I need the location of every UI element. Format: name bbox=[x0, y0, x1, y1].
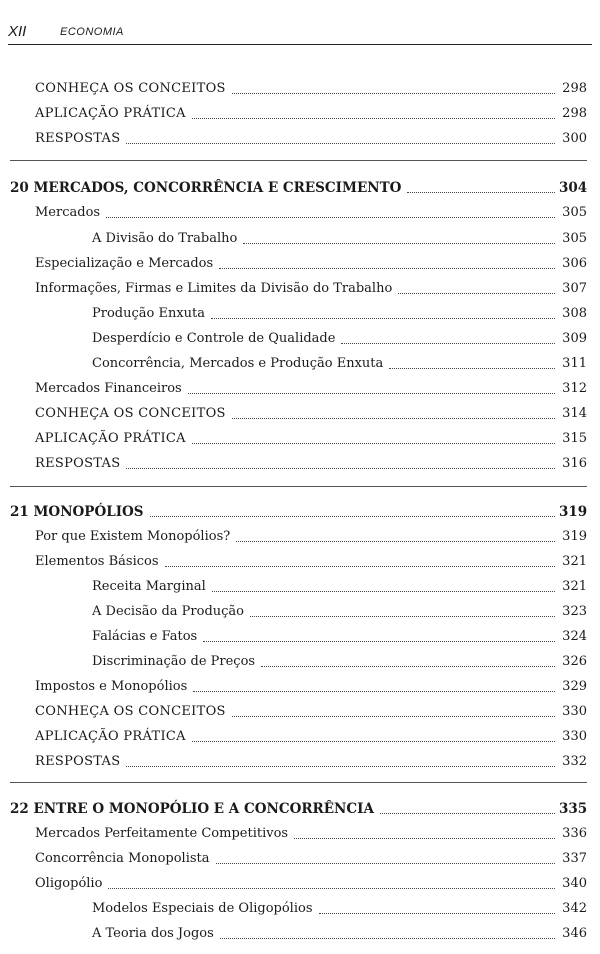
toc-entry[interactable] bbox=[0, 80, 600, 98]
toc-entry-label: Receita Marginal bbox=[92, 579, 206, 594]
toc-entry-page-number: 298 bbox=[562, 106, 587, 121]
dot-leader bbox=[211, 317, 555, 319]
toc-entry-label: Produção Enxuta bbox=[92, 306, 206, 321]
dot-leader bbox=[319, 912, 556, 914]
dot-leader bbox=[126, 142, 555, 144]
toc-entry-label: 20 MERCADOS, CONCORRÊNCIA E CRESCIMENTO bbox=[10, 180, 402, 196]
toc-entry-page-number: 319 bbox=[562, 529, 587, 544]
dot-leader bbox=[192, 442, 555, 444]
dot-leader bbox=[398, 292, 555, 294]
toc-entry-page-number: 315 bbox=[562, 431, 587, 446]
dot-leader bbox=[232, 417, 555, 419]
toc-entry-page-number: 298 bbox=[562, 81, 587, 96]
dot-leader bbox=[380, 812, 555, 814]
toc-entry[interactable] bbox=[0, 105, 600, 123]
toc-entry-label: Mercados bbox=[35, 205, 101, 220]
toc-entry-page-number: 321 bbox=[562, 579, 587, 594]
toc-entry[interactable] bbox=[0, 405, 600, 423]
toc-entry-label: CONHEÇA OS CONCEITOS bbox=[35, 81, 226, 96]
dot-leader bbox=[126, 765, 555, 767]
toc-entry[interactable] bbox=[0, 578, 600, 596]
dot-leader bbox=[232, 92, 555, 94]
toc-entry-page-number: 346 bbox=[562, 926, 587, 941]
toc-entry-page-number: 306 bbox=[562, 256, 587, 271]
toc-entry-page-number: 304 bbox=[559, 180, 588, 196]
dot-leader bbox=[261, 665, 555, 667]
dot-leader bbox=[219, 267, 555, 269]
toc-entry[interactable] bbox=[0, 430, 600, 448]
toc-entry[interactable] bbox=[0, 204, 600, 222]
toc-chapter-entry[interactable] bbox=[0, 179, 600, 197]
toc-entry-label: Concorrência, Mercados e Produção Enxuta bbox=[92, 356, 384, 371]
dot-leader bbox=[236, 540, 555, 542]
toc-entry[interactable] bbox=[0, 280, 600, 298]
toc-entry-page-number: 305 bbox=[562, 231, 587, 246]
dot-leader bbox=[106, 216, 555, 218]
dot-leader bbox=[220, 937, 555, 939]
toc-entry-label: A Teoria dos Jogos bbox=[92, 926, 214, 941]
dot-leader bbox=[341, 342, 555, 344]
toc-entry-page-number: 330 bbox=[562, 704, 587, 719]
toc-entry[interactable] bbox=[0, 628, 600, 646]
toc-entry[interactable] bbox=[0, 330, 600, 348]
toc-entry-page-number: 336 bbox=[562, 826, 587, 841]
toc-entry-label: Desperdício e Controle de Qualidade bbox=[92, 331, 336, 346]
toc-entry[interactable] bbox=[0, 900, 600, 918]
toc-entry-label: Por que Existem Monopólios? bbox=[35, 529, 231, 544]
dot-leader bbox=[193, 690, 555, 692]
toc-entry-page-number: 309 bbox=[562, 331, 587, 346]
toc-entry-label: Concorrência Monopolista bbox=[35, 851, 210, 866]
section-divider bbox=[10, 782, 587, 783]
header-running-title: ECONOMIA bbox=[60, 26, 124, 38]
toc-entry-label: Mercados Perfeitamente Competitivos bbox=[35, 826, 289, 841]
toc-entry[interactable] bbox=[0, 678, 600, 696]
toc-entry-page-number: 300 bbox=[562, 131, 587, 146]
dot-leader bbox=[165, 565, 556, 567]
toc-chapter-entry[interactable] bbox=[0, 503, 600, 521]
toc-entry-page-number: 332 bbox=[562, 754, 587, 769]
toc-entry-label: Falácias e Fatos bbox=[92, 629, 198, 644]
toc-entry[interactable] bbox=[0, 305, 600, 323]
toc-entry[interactable] bbox=[0, 380, 600, 398]
toc-entry-label: A Divisão do Trabalho bbox=[92, 231, 238, 246]
toc-entry[interactable] bbox=[0, 850, 600, 868]
toc-entry-page-number: 312 bbox=[562, 381, 587, 396]
toc-entry-page-number: 319 bbox=[559, 504, 588, 520]
toc-entry[interactable] bbox=[0, 130, 600, 148]
toc-entry-label: APLICAÇÃO PRÁTICA bbox=[35, 106, 186, 121]
dot-leader bbox=[232, 715, 555, 717]
toc-entry[interactable] bbox=[0, 703, 600, 721]
dot-leader bbox=[212, 590, 555, 592]
toc-entry[interactable] bbox=[0, 230, 600, 248]
toc-entry[interactable] bbox=[0, 553, 600, 571]
toc-entry-label: 21 MONOPÓLIOS bbox=[10, 504, 144, 520]
toc-entry-label: Informações, Firmas e Limites da Divisão do Trabalho bbox=[35, 281, 393, 296]
dot-leader bbox=[108, 887, 555, 889]
toc-entry-page-number: 308 bbox=[562, 306, 587, 321]
dot-leader bbox=[203, 640, 555, 642]
toc-entry-label: RESPOSTAS bbox=[35, 456, 121, 471]
toc-entry-page-number: 335 bbox=[559, 801, 588, 817]
toc-entry-label: Modelos Especiais de Oligopólios bbox=[92, 901, 313, 916]
dot-leader bbox=[188, 392, 555, 394]
toc-entry-label: A Decisão da Produção bbox=[92, 604, 245, 619]
toc-entry[interactable] bbox=[0, 753, 600, 771]
toc-entry-label: RESPOSTAS bbox=[35, 131, 121, 146]
toc-entry-label: RESPOSTAS bbox=[35, 754, 121, 769]
dot-leader bbox=[150, 515, 555, 517]
toc-entry-page-number: 342 bbox=[562, 901, 587, 916]
dot-leader bbox=[126, 467, 555, 469]
toc-entry-label: CONHEÇA OS CONCEITOS bbox=[35, 704, 226, 719]
dot-leader bbox=[192, 740, 555, 742]
toc-entry-label: 22 ENTRE O MONOPÓLIO E A CONCORRÊNCIA bbox=[10, 801, 374, 817]
toc-entry-label: Impostos e Monopólios bbox=[35, 679, 188, 694]
toc-entry[interactable] bbox=[0, 255, 600, 273]
section-divider bbox=[10, 160, 587, 161]
dot-leader bbox=[192, 117, 555, 119]
toc-entry[interactable] bbox=[0, 875, 600, 893]
toc-entry-page-number: 323 bbox=[562, 604, 587, 619]
toc-entry-page-number: 311 bbox=[562, 356, 587, 371]
toc-entry-page-number: 337 bbox=[562, 851, 587, 866]
toc-chapter-entry[interactable] bbox=[0, 800, 600, 818]
dot-leader bbox=[243, 242, 555, 244]
toc-entry-page-number: 305 bbox=[562, 205, 587, 220]
dot-leader bbox=[250, 615, 555, 617]
toc-entry-page-number: 307 bbox=[562, 281, 587, 296]
toc-entry-label: APLICAÇÃO PRÁTICA bbox=[35, 729, 186, 744]
header-page-number: XII bbox=[8, 23, 27, 40]
toc-entry[interactable] bbox=[0, 728, 600, 746]
dot-leader bbox=[389, 367, 555, 369]
toc-entry-label: Oligopólio bbox=[35, 876, 103, 891]
toc-entry[interactable] bbox=[0, 825, 600, 843]
toc-entry-page-number: 329 bbox=[562, 679, 587, 694]
toc-entry-page-number: 326 bbox=[562, 654, 587, 669]
toc-entry[interactable] bbox=[0, 455, 600, 473]
toc-entry-label: APLICAÇÃO PRÁTICA bbox=[35, 431, 186, 446]
dot-leader bbox=[407, 191, 555, 193]
toc-entry-label: Especialização e Mercados bbox=[35, 256, 214, 271]
dot-leader bbox=[294, 837, 555, 839]
toc-entry-label: Elementos Básicos bbox=[35, 554, 159, 569]
toc-entry[interactable] bbox=[0, 653, 600, 671]
toc-entry[interactable] bbox=[0, 603, 600, 621]
toc-entry-page-number: 314 bbox=[562, 406, 587, 421]
dot-leader bbox=[216, 862, 555, 864]
toc-entry[interactable] bbox=[0, 925, 600, 943]
toc-entry-label: Mercados Financeiros bbox=[35, 381, 182, 396]
toc-entry-page-number: 340 bbox=[562, 876, 587, 891]
toc-entry-label: Discriminação de Preços bbox=[92, 654, 256, 669]
toc-entry-page-number: 324 bbox=[562, 629, 587, 644]
toc-entry[interactable] bbox=[0, 355, 600, 373]
toc-entry[interactable] bbox=[0, 528, 600, 546]
toc-entry-label: CONHEÇA OS CONCEITOS bbox=[35, 406, 226, 421]
toc-entry-page-number: 321 bbox=[562, 554, 587, 569]
section-divider bbox=[10, 486, 587, 487]
toc-entry-page-number: 316 bbox=[562, 456, 587, 471]
toc-entry-page-number: 330 bbox=[562, 729, 587, 744]
